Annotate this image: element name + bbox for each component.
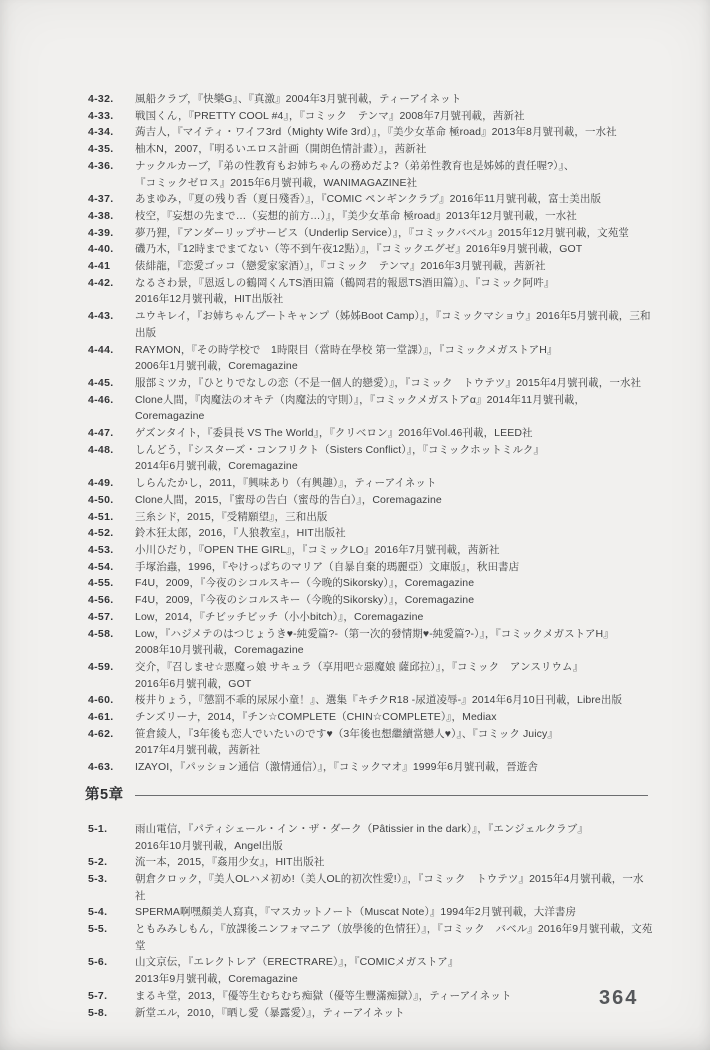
entry-line: RAYMON，『その時学校で 1時限目（當時在學校 第一堂課）』，『コミックメガストアH』 [135, 343, 558, 356]
entry-text [135, 609, 654, 626]
reference-entry [88, 392, 654, 425]
entry-text [135, 158, 654, 191]
entry-text [135, 871, 654, 904]
entry-line: Low，『ハジメテのはつじょうき♥-純愛篇?-（第一次的發情期♥-純愛篇?-）』，『コミックメガストアH』 [135, 627, 614, 640]
reference-entry [88, 158, 654, 191]
entry-number: 4-46. [88, 393, 114, 406]
entry-number: 4-56. [88, 594, 114, 607]
entry-number: 4-42. [88, 276, 114, 289]
entry-number: 5-3. [88, 872, 108, 885]
entry-number: 5-1. [88, 822, 108, 835]
entry-number: 4-50. [88, 493, 114, 506]
entry-number: 4-33. [88, 109, 114, 122]
entry-number: 5-7. [88, 989, 108, 1002]
chapter-heading [85, 785, 654, 806]
entry-line: 柚木N，2007，『明るいエロス計画（開朗色情計畫）』，茜新社 [135, 143, 427, 156]
entry-text [135, 592, 654, 609]
entry-line: 2013年9月號刊載，Coremagazine [135, 973, 298, 986]
entry-number: 4-49. [88, 477, 114, 490]
entry-text [135, 392, 654, 425]
reference-entry [88, 559, 654, 576]
reference-entry [88, 904, 654, 921]
entry-text [135, 525, 654, 542]
reference-entry [88, 692, 654, 709]
entry-text [135, 904, 654, 921]
reference-entry [88, 726, 654, 759]
reference-entry [88, 954, 654, 987]
entry-number: 5-6. [88, 956, 108, 969]
entry-line: ユウキレイ，『お姉ちゃんブートキャンプ（姊姊Boot Camp）』，『コミックマショウ』2016年5月號刊載，三和出版 [135, 310, 651, 339]
entry-line: 2006年1月號刊載，Coremagazine [135, 360, 298, 373]
reference-entry [88, 988, 654, 1005]
entry-line: ゲズンタイト，『委員長 VS The World』，『クリベロン』2016年Vol.46刊載，LEED社 [135, 427, 533, 440]
entry-line: 風船クラブ，『快樂G』、『真激』2004年3月號刊載，ティーアイネット [135, 93, 462, 105]
reference-entry [88, 141, 654, 158]
reference-entry [88, 124, 654, 141]
reference-entry [88, 854, 654, 871]
reference-entry [88, 442, 654, 475]
entry-line: 服部ミツカ，『ひとりでなしの恋（不是一個人的戀愛）』，『コミック トウテツ』2015年4月號刊載，一水社 [135, 376, 642, 389]
entry-text [135, 759, 654, 776]
reference-entry [88, 225, 654, 242]
entry-line: F4U，2009，『今夜のシコルスキー（今晚的Sikorsky）』，Coremagazine [135, 594, 475, 607]
entry-line: ともみみしもん，『放課後ニンフォマニア（放學後的色情狂）』，『コミック バベル』2016年9月號刊載，文苑堂 [135, 923, 653, 952]
entry-text [135, 208, 654, 225]
entry-line: まるキ堂，2013，『優等生むちむち痴獄（優等生豐滿痴獄）』，ティーアイネット [135, 989, 512, 1002]
entry-line: なるさわ景，『恩返しの鶴岡くんTS酒田篇（鶴岡君的報恩TS酒田篇）』、『コミック阿吽』 [135, 276, 555, 289]
entry-number: 4-62. [88, 727, 114, 740]
entry-text [135, 709, 654, 726]
entry-line: しんどう，『シスターズ・コンフリクト（Sisters Conflict）』，『コミックホットミルク』 [135, 443, 545, 456]
entry-line: 山文京伝，『エレクトレア（ERECTRARE）』，『COMICメガストア』 [135, 956, 459, 969]
entry-number: 4-35. [88, 143, 114, 156]
entry-number: 4-48. [88, 443, 114, 456]
entry-line: しらんたかし，2011，『興味あり（有興趣）』，ティーアイネット [135, 477, 437, 490]
entry-line: 桜井りょう，『懲罰不乖的尿尿小童！』、選集『キチクR18 -尿道凌辱-』2014年6月10日刊載，Libre出版 [135, 694, 623, 707]
reference-entry [88, 626, 654, 659]
reference-entry [88, 342, 654, 375]
entry-number: 4-34. [88, 126, 114, 139]
entry-number: 4-55. [88, 577, 114, 590]
entry-line: ナックルカーブ，『弟の性教育もお姉ちゃんの務めだよ?（弟弟性教育也是姊姊的責任喔?）』、 [135, 159, 575, 172]
entry-text [135, 854, 654, 871]
reference-entry [88, 492, 654, 509]
entry-text [135, 626, 654, 659]
reference-entry [88, 258, 654, 275]
entry-text [135, 559, 654, 576]
entry-number: 4-54. [88, 560, 114, 573]
reference-entry [88, 821, 654, 854]
reference-entry [88, 108, 654, 125]
reference-entry [88, 241, 654, 258]
entry-number: 4-58. [88, 627, 114, 640]
entry-text [135, 475, 654, 492]
entry-line: F4U，2009，『今夜のシコルスキー（今晚的Sikorsky）』，Coremagazine [135, 577, 475, 590]
reference-entry [88, 609, 654, 626]
entry-number: 4-59. [88, 660, 114, 673]
entry-text [135, 821, 654, 854]
entry-line: 2016年12月號刊載，HIT出版社 [135, 293, 284, 306]
entry-number: 5-8. [88, 1006, 108, 1019]
reference-entry [88, 191, 654, 208]
entry-text [135, 575, 654, 592]
entry-text [135, 921, 654, 954]
entry-line: 戦国くん，『PRETTY COOL #4』，『コミック テンマ』2008年7月號刊載，茜新社 [135, 109, 525, 122]
entry-number: 4-38. [88, 209, 114, 222]
entry-line: SPERMA啊嘿顏美人寫真，『マスカットノート（Muscat Note）』1994年2月號刊載，大洋書房 [135, 906, 577, 919]
reference-list [85, 91, 654, 1021]
entry-line: チンズリーナ，2014，『チン☆COMPLETE（CHIN☆COMPLETE）』，Mediax [135, 711, 497, 724]
entry-line: Low，2014，『チビッチビッチ（小小bitch）』，Coremagazine [135, 610, 424, 623]
reference-entry [88, 308, 654, 341]
chapter-heading-label: 第5章 [85, 786, 124, 803]
entry-text [135, 108, 654, 125]
entry-text [135, 442, 654, 475]
entry-number: 4-43. [88, 310, 114, 323]
entry-text [135, 425, 654, 442]
reference-entry [88, 592, 654, 609]
entry-text [135, 509, 654, 526]
reference-entry [88, 208, 654, 225]
entry-number: 4-47. [88, 427, 114, 440]
reference-entry [88, 525, 654, 542]
entry-text [135, 141, 654, 158]
entry-number: 4-44. [88, 343, 114, 356]
reference-entry [88, 275, 654, 308]
page-number: 364 [599, 987, 639, 1009]
chapter-heading-rule [135, 795, 648, 797]
reference-entry [88, 542, 654, 559]
reference-entry [88, 1005, 654, 1022]
reference-entry [88, 659, 654, 692]
entry-number: 4-52. [88, 527, 114, 540]
reference-entry [88, 475, 654, 492]
entry-number: 4-51. [88, 510, 114, 523]
entry-number: 4-53. [88, 543, 114, 556]
entry-text [135, 124, 654, 141]
entry-text [135, 275, 654, 308]
entry-line: 流一本，2015，『姦用少女』，HIT出版社 [135, 856, 325, 869]
entry-line: 2016年6月號刊載，GOT [135, 677, 252, 690]
entry-line: 夢乃狸，『アンダーリップサービス（Underlip Service）』，『コミックバベル』2015年12月號刊載，文苑堂 [135, 226, 629, 239]
entry-number: 4-32. [88, 93, 114, 105]
entry-number: 4-39. [88, 226, 114, 239]
entry-number: 4-36. [88, 159, 114, 172]
entry-number: 5-4. [88, 906, 108, 919]
entry-text [135, 988, 654, 1005]
entry-line: 蒟吉人，『マイティ・ワイフ3rd（Mighty Wife 3rd）』，『美少女革命 極road』2013年8月號刊載，一水社 [135, 126, 617, 139]
entry-line: 2016年10月號刊載，Angel出版 [135, 839, 283, 852]
entry-line: 2017年4月號刊載，茜新社 [135, 744, 261, 757]
reference-entry [88, 375, 654, 392]
entry-number: 4-63. [88, 761, 114, 774]
entry-text [135, 726, 654, 759]
entry-line: あまゆみ，『夏の残り香（夏日殘香）』，『COMIC ペンギンクラブ』2016年11月號刊載，富士美出版 [135, 193, 602, 206]
entry-line: 朝倉クロック，『美人OLハメ初め!（美人OL的初次性愛!）』，『コミック トウテツ』2015年4月號刊載，一水社 [135, 872, 644, 902]
entry-line: 笹倉綾人，『3年後も恋人でいたいのです♥（3年後也想繼續當戀人♥）』、『コミック Juicy』 [135, 727, 558, 740]
entry-text [135, 954, 654, 987]
entry-text [135, 375, 654, 392]
entry-text [135, 308, 654, 341]
entry-text [135, 492, 654, 509]
reference-entry [88, 759, 654, 776]
entry-number: 4-41 [88, 260, 111, 273]
entry-line: 手塚治蟲，1996，『やけっぱちのマリア（自暴自棄的瑪麗亞）文庫版』，秋田書店 [135, 560, 520, 573]
entry-line: Clone人間，『肉魔法のオキテ（肉魔法的守則）』，『コミックメガストアα』2014年11月號刊載，Coremagazine [135, 393, 586, 423]
reference-entry [88, 575, 654, 592]
entry-text [135, 91, 654, 108]
entry-text [135, 241, 654, 258]
reference-entry [88, 921, 654, 954]
entry-line: 交介，『召しませ☆悪魔っ娘 サキュラ（享用吧☆惡魔娘 薩邱拉）』，『コミック アンスリウム』 [135, 660, 584, 673]
entry-line: 新堂エル，2010，『晒し愛（暴露愛）』，ティーアイネット [135, 1006, 405, 1019]
entry-line: 小川ひだり，『OPEN THE GIRL』，『コミックLO』2016年7月號刊載，茜新社 [135, 543, 500, 556]
entry-number: 4-61. [88, 711, 114, 724]
entry-line: IZAYOI，『パッション通信（激情通信）』，『コミックマオ』1999年6月號刊載，晉遊舎 [135, 761, 538, 774]
entry-line: 2014年6月號刊載，Coremagazine [135, 460, 298, 473]
entry-number: 4-45. [88, 376, 114, 389]
entry-line: 俵緋龍，『恋愛ゴッコ（戀愛家家酒）』，『コミック テンマ』2016年3月號刊載，茜新社 [135, 260, 546, 273]
entry-number: 4-40. [88, 243, 114, 256]
entry-line: Clone人間，2015，『蜜母の告白（蜜母的告白）』，Coremagazine [135, 493, 442, 506]
reference-entry [88, 871, 654, 904]
reference-entry [88, 509, 654, 526]
entry-text [135, 342, 654, 375]
reference-entry [88, 709, 654, 726]
entry-number: 4-37. [88, 193, 114, 206]
entry-line: 『コミックゼロス』2015年6月號刊載，WANIMAGAZINE社 [135, 176, 418, 189]
reference-entry [88, 91, 654, 108]
entry-text [135, 659, 654, 692]
entry-line: 2008年10月號刊載，Coremagazine [135, 644, 304, 657]
entry-number: 5-5. [88, 923, 108, 936]
entry-text [135, 258, 654, 275]
entry-line: 鈴木狂太郎，2016，『人狼教室』，HIT出版社 [135, 527, 346, 540]
entry-text [135, 225, 654, 242]
entry-line: 磯乃木，『12時までまてない（等不到午夜12點）』，『コミックエグゼ』2016年9月號刊載，GOT [135, 243, 583, 256]
entry-number: 4-60. [88, 694, 114, 707]
entry-line: 枝空，『妄想の先まで…（妄想的前方…）』，『美少女革命 極road』2013年12月號刊載，一水社 [135, 209, 577, 222]
entry-text [135, 1005, 654, 1022]
reference-entry [88, 425, 654, 442]
entry-text [135, 692, 654, 709]
entry-text [135, 542, 654, 559]
entry-line: 雨山電信，『パティシェール・イン・ザ・ダーク（Pâtissier in the dark）』，『エンジェルクラブ』 [135, 822, 588, 835]
entry-line: 三糸シド，2015，『受精願望』，三和出版 [135, 510, 328, 523]
entry-number: 5-2. [88, 856, 108, 869]
entry-text [135, 191, 654, 208]
entry-number: 4-57. [88, 610, 114, 623]
